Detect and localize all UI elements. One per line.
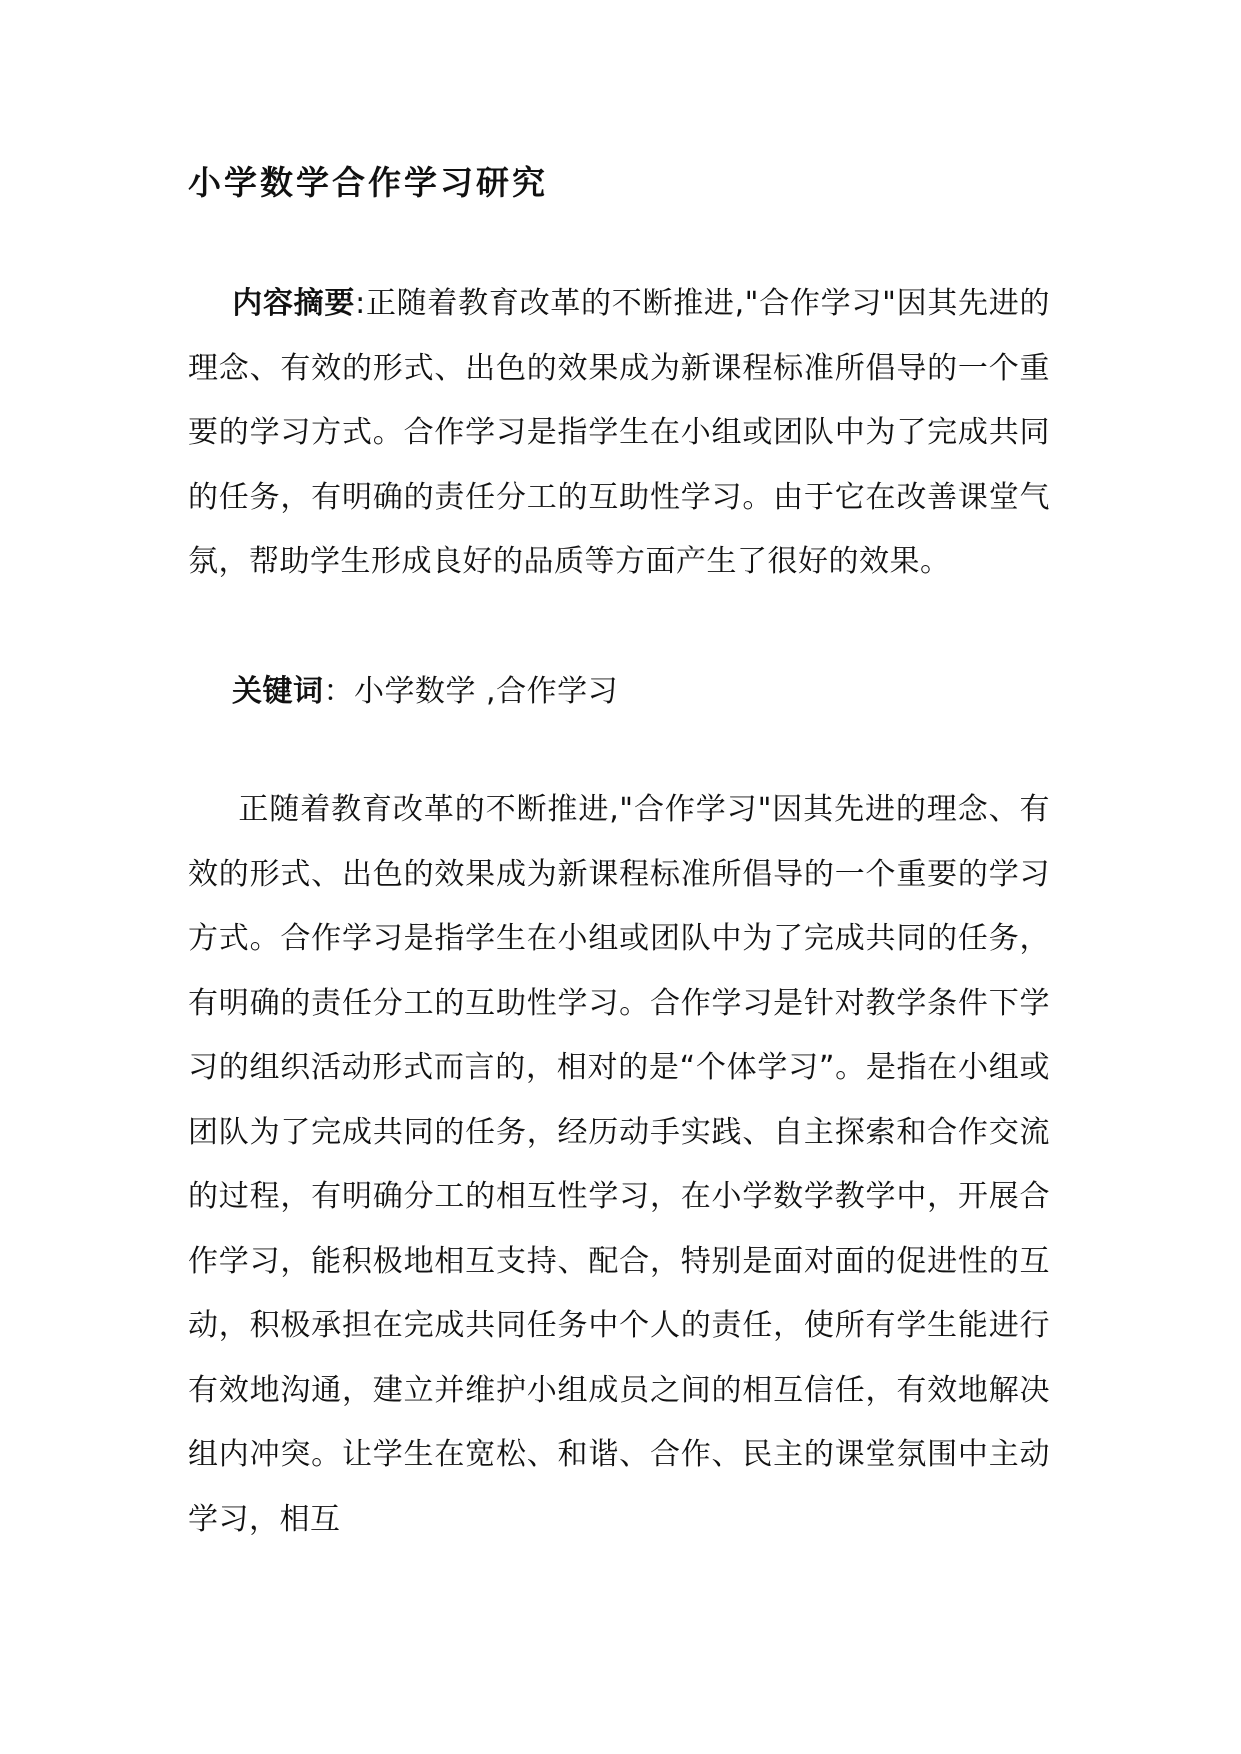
abstract-paragraph: [188, 272, 1050, 595]
keywords-line: [188, 660, 1050, 725]
abstract-label: 内容摘要: [232, 286, 356, 321]
abstract-text: 正随着教育改革的不断推进,"合作学习"因其先进的理念、有效的形式、出色的效果成为新课程标准所倡导的一个重要的学习方式。合作学习是指学生在小组或团队中为了完成共同的任务，有明确的责任分工的互助性学习。由于它在改善课堂气氛，帮助学生形成良好的品质等方面产生了很好的效果。: [188, 286, 1051, 579]
keywords-separator: ：: [323, 674, 354, 709]
document-title: 小学数学合作学习研究: [188, 163, 548, 202]
body-paragraph: [188, 778, 1050, 1552]
keywords-label: 关键词: [232, 674, 324, 709]
abstract-separator: :: [355, 286, 366, 321]
keywords-text: 小学数学 ,合作学习: [354, 674, 619, 709]
body-paragraph-text: 正随着教育改革的不断推进,"合作学习"因其先进的理念、有效的形式、出色的效果成为新课程标准所倡导的一个重要的学习方式。合作学习是指学生在小组或团队中为了完成共同的任务，有明确的责任分工的互助性学习。合作学习是针对教学条件下学习的组织活动形式而言的，相对的是“个体学习”。是指在小组或团队为了完成共同的任务，经历动手实践、自主探索和合作交流的过程，有明确分工的相互性学习，在小学数学教学中，开展合作学习，能积极地相互支持、配合，特别是面对面的促进性的互动，积极承担在完成共同任务中个人的责任，使所有学生能进行有效地沟通，建立并维护小组成员之间的相互信任，有效地解决组内冲突。让学生在宽松、和谐、合作、民主的课堂氛围中主动学习，相互: [188, 792, 1050, 1537]
